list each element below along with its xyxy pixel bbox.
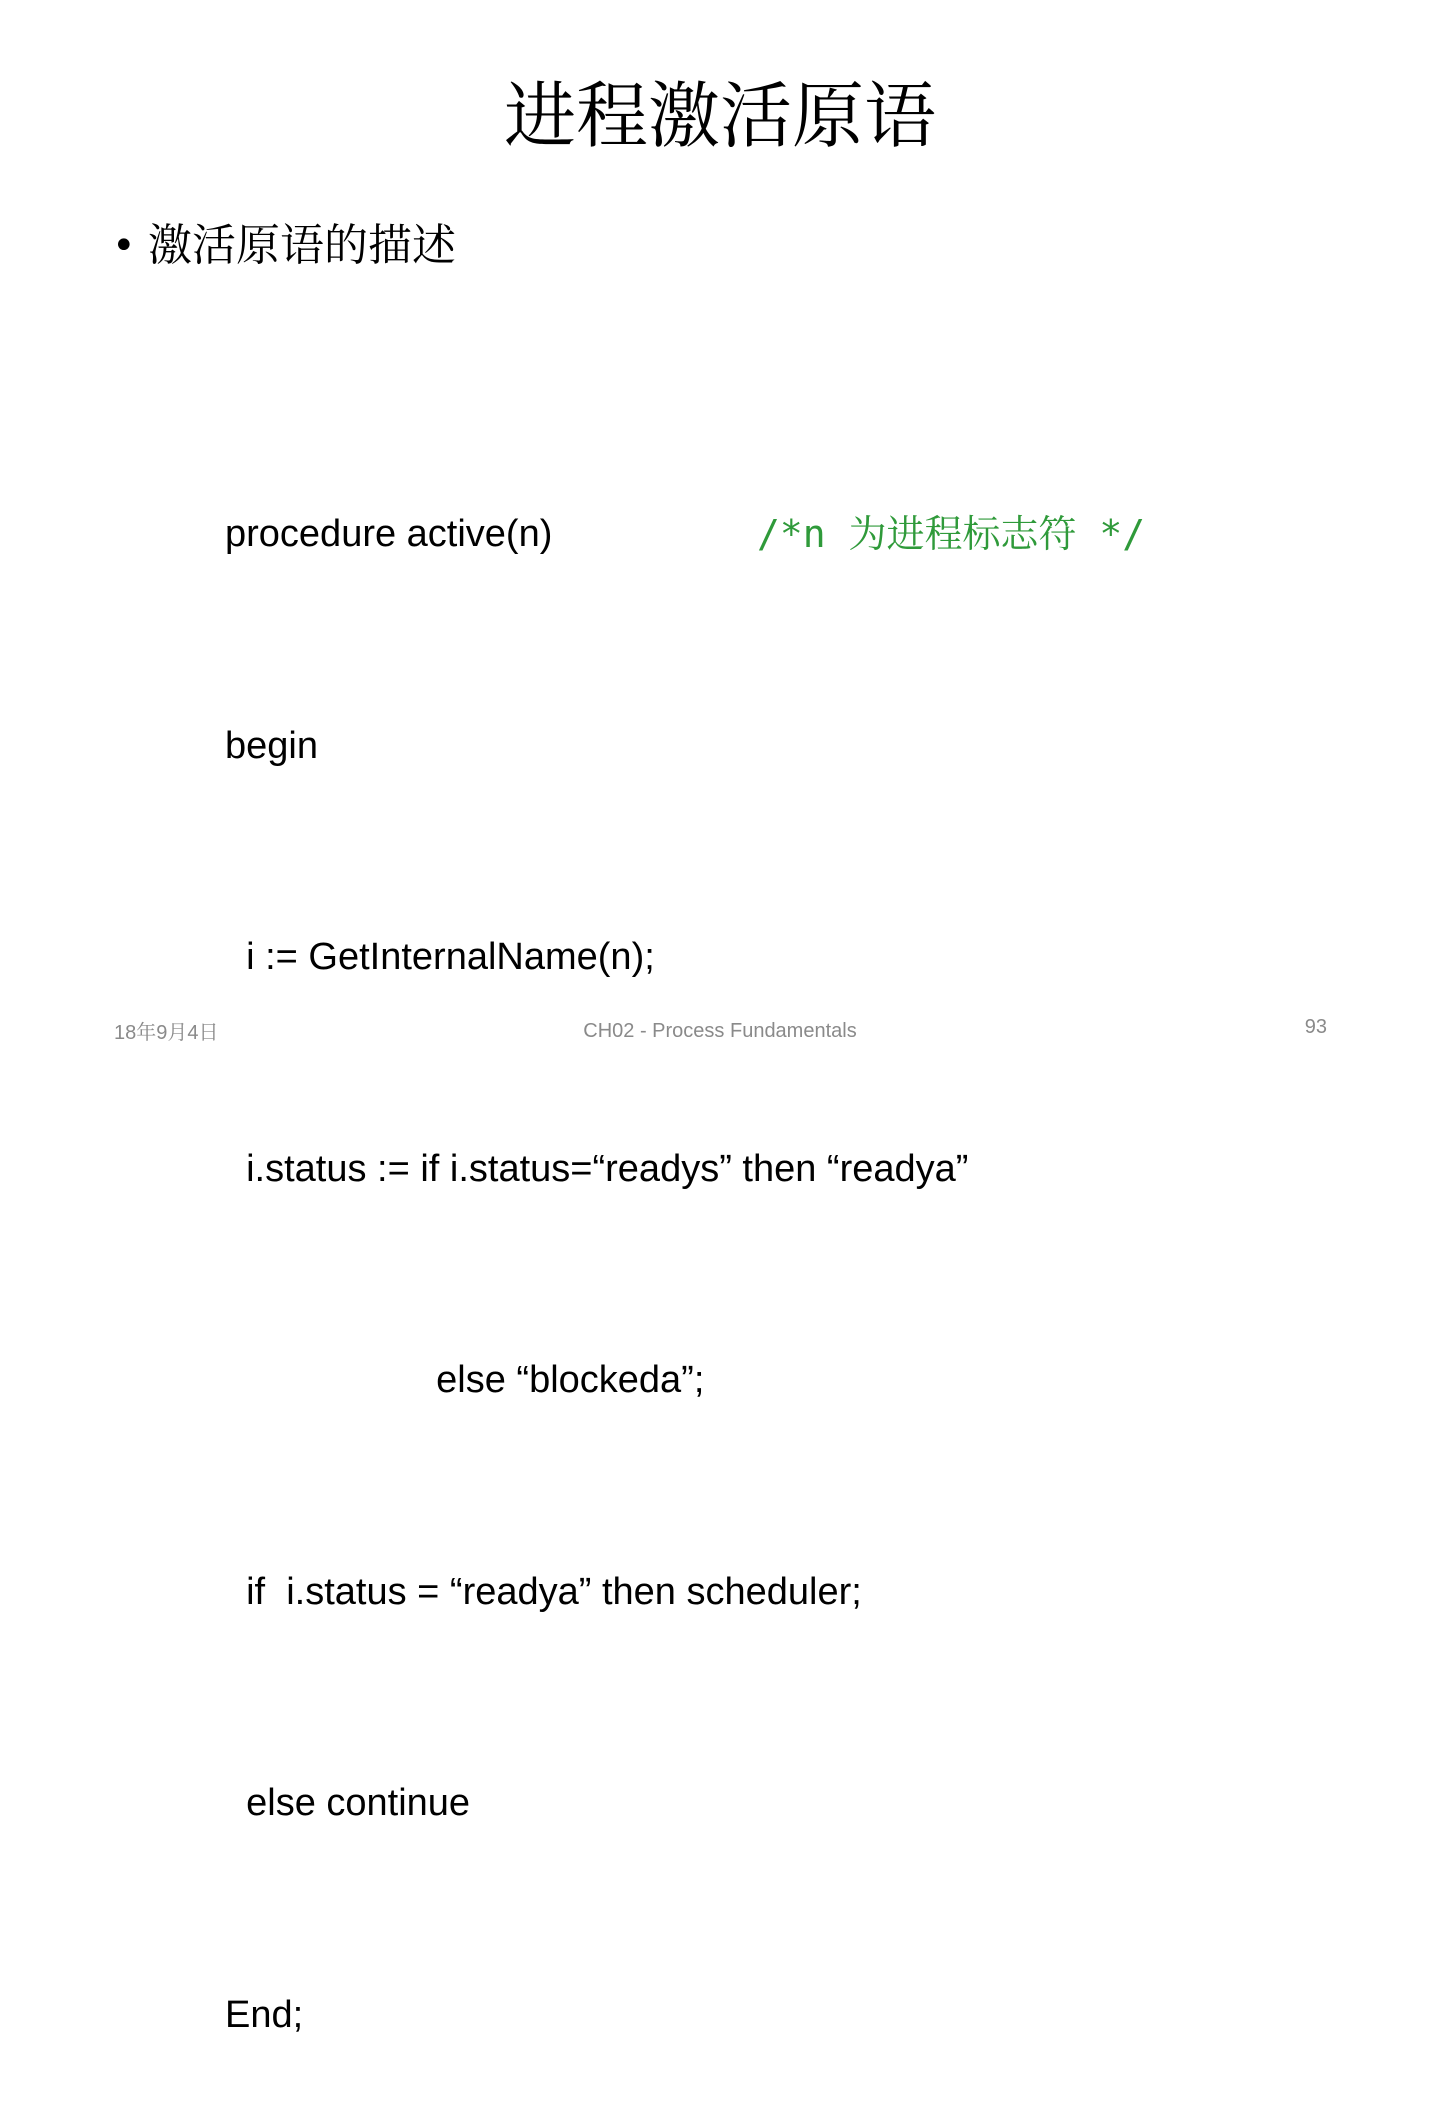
code-text: procedure active(n) [225,513,553,555]
code-line: else continue [225,1782,471,1824]
code-line: i := GetInternalName(n); [225,936,655,978]
bullet-item [112,216,456,276]
code-line [225,499,1146,570]
slide-title: 进程激活原语 [503,74,936,158]
code-line: begin [225,724,318,767]
bullet-dot-icon: • [112,223,136,269]
comment-text: 为进程标志符 [848,512,1077,556]
code-line: if i.status = “readya” then scheduler; [225,1570,862,1613]
comment-prefix: /*n [757,512,849,556]
code-comment [757,499,1145,570]
code-line: i.status := if i.status=“readys” then “readya” [225,1147,969,1190]
comment-suffix: */ [1076,512,1146,556]
page-number: 93 [1304,1016,1327,1038]
bullet-text: 激活原语的描述 [148,220,456,271]
code-line: else “blockeda”; [225,1359,705,1401]
footer-title: CH02 - Process Fundamentals [583,1020,857,1042]
code-line: End; [225,1993,304,2036]
code-block [225,358,1146,2121]
footer-date: 18年9月4日 [114,1022,219,1044]
